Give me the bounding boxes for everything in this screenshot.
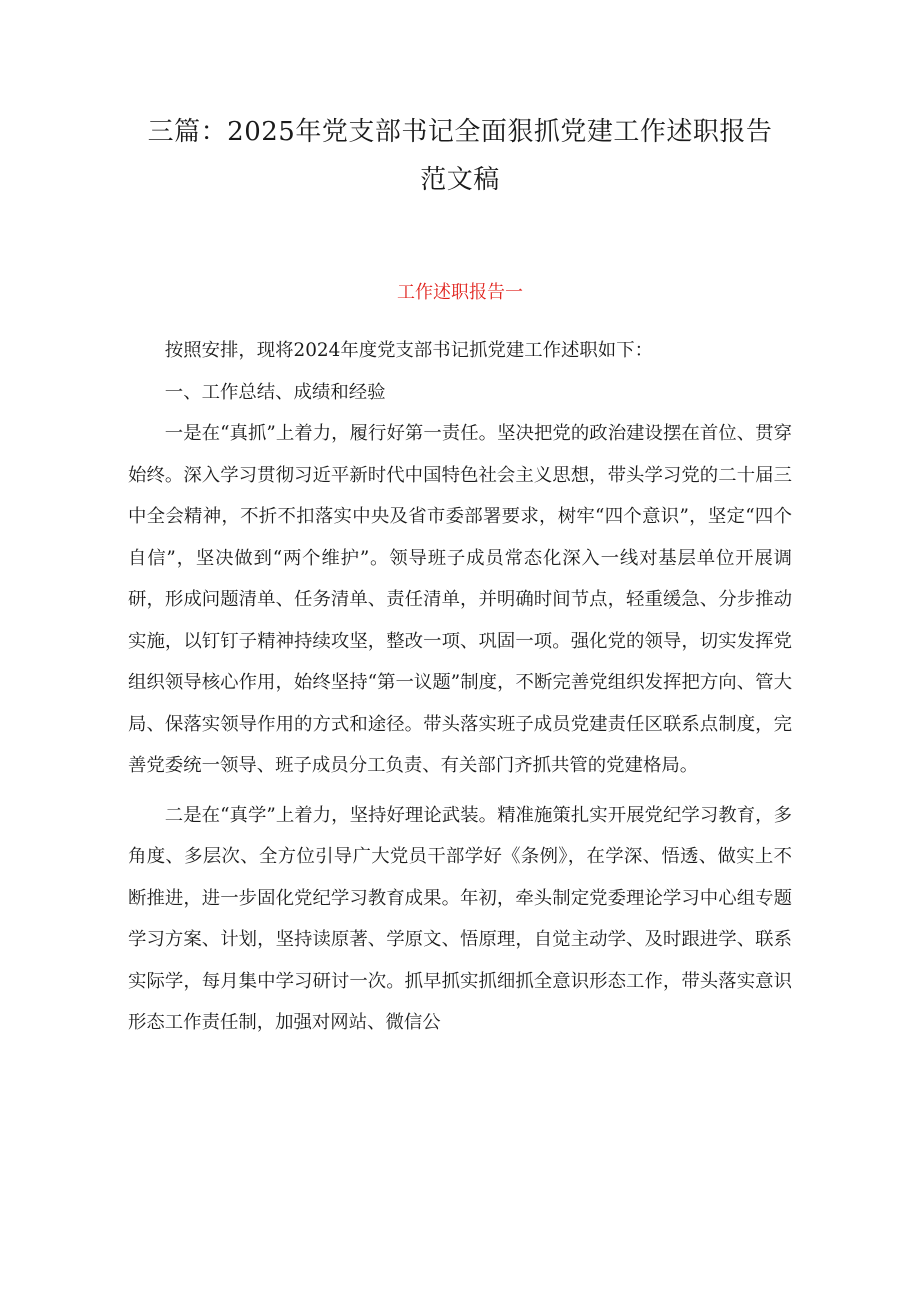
document-title-line-2: 范文稿 <box>420 165 500 195</box>
document-title <box>128 108 792 204</box>
section-title: 工作述职报告一 <box>397 282 523 303</box>
body-paragraph-1: 一是在“真抓”上着力，履行好第一责任。坚决把党的政治建设摆在首位、贯穿始终。深入学习贯彻习近平新时代中国特色社会主义思想，带头学习党的二十届三中全会精神，不折不扣落实中央及省市委部署要求，树牢“四个意识”，坚定“四个自信”，坚决做到“两个维护”。领导班子成员常态化深入一线对基层单位开展调研，形成问题清单、任务清单、责任清单，并明确时间节点，轻重缓急、分步推动实施，以钉钉子精神持续攻坚，整改一项、巩固一项。强化党的领导，切实发挥党组织领导核心作用，始终坚持“第一议题”制度，不断完善党组织发挥把方向、管大局、保落实领导作用的方式和途径。带头落实班子成员党建责任区联系点制度，完善党委统一领导、班子成员分工负责、有关部门齐抓共管的党建格局。 <box>128 423 792 776</box>
document-title-line-1: 三篇：2025年党支部书记全面狠抓党建工作述职报告 <box>147 117 773 147</box>
body-paragraph-2: 二是在“真学”上着力，坚持好理论武装。精准施策扎实开展党纪学习教育，多角度、多层次、全方位引导广大党员干部学好《条例》，在学深、悟透、做实上不断推进，进一步固化党纪学习教育成果。年初，牵头制定党委理论学习中心组专题学习方案、计划，坚持读原著、学原文、悟原理，自觉主动学、及时跟进学、联系实际学，每月集中学习研讨一次。抓早抓实抓细抓全意识形态工作，带头落实意识形态工作责任制，加强对网站、微信公 <box>128 804 792 1033</box>
intro-paragraph: 按照安排，现将2024年度党支部书记抓党建工作述职如下： <box>164 340 653 361</box>
section-heading: 一、工作总结、成绩和经验 <box>164 381 386 403</box>
